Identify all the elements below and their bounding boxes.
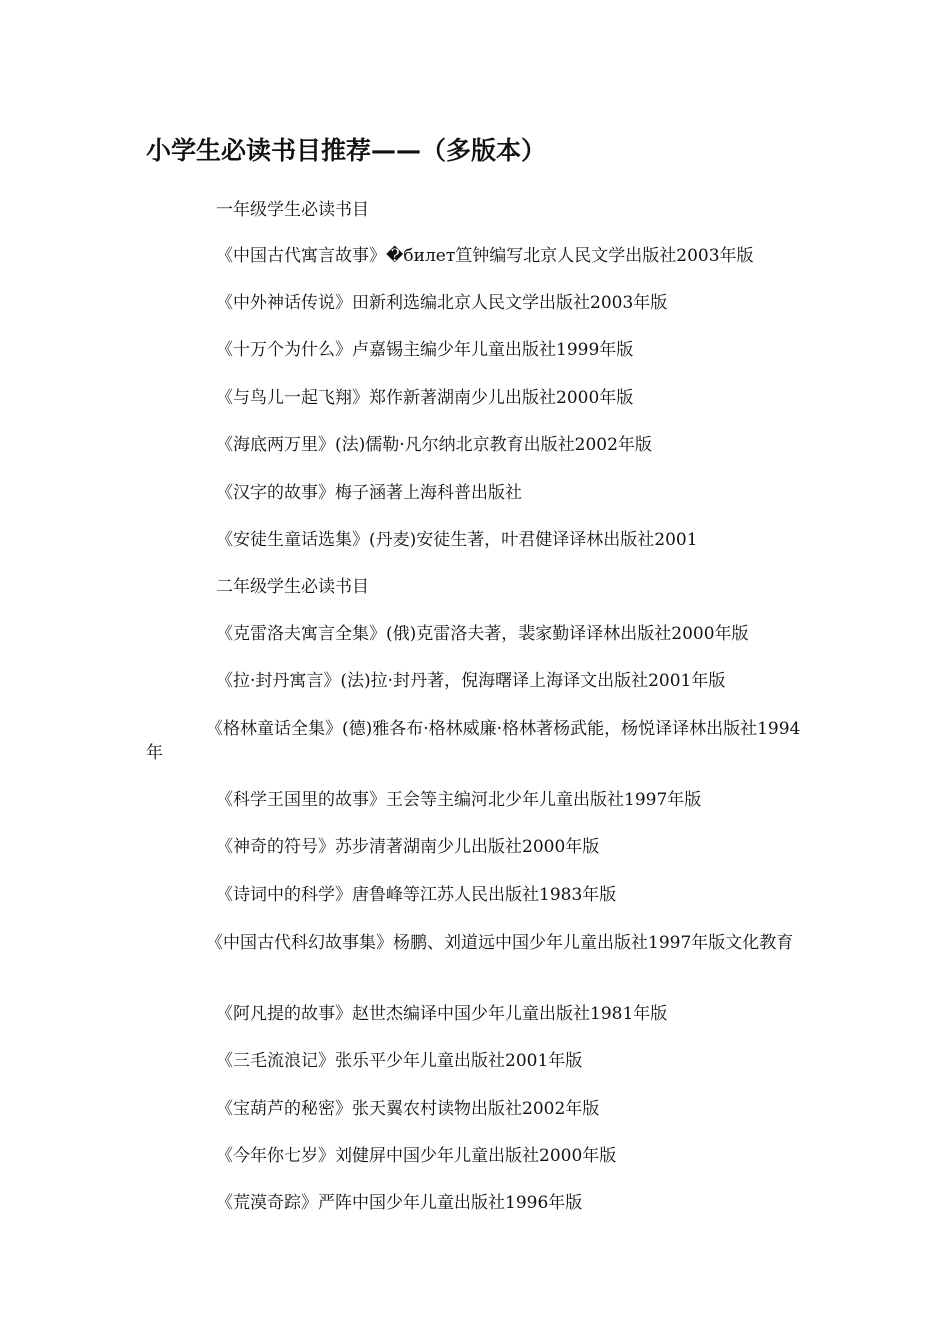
book-entry: 《宝葫芦的秘密》张天翼农村读物出版社2002年版 <box>216 1099 600 1119</box>
book-entry: 《神奇的符号》苏步清著湖南少儿出版社2000年版 <box>216 837 600 857</box>
book-entry: 《中国古代科幻故事集》杨鹏、刘道远中国少年儿童出版社1997年版文化教育 <box>206 933 794 953</box>
book-entry: 《海底两万里》(法)儒勒·凡尔纳北京教育出版社2002年版 <box>216 435 652 455</box>
book-entry: 《与鸟儿一起飞翔》郑作新著湖南少儿出版社2000年版 <box>216 388 634 408</box>
book-entry: 《安徒生童话选集》(丹麦)安徒生著，叶君健译译林出版社2001 <box>216 530 698 550</box>
book-entry: 《十万个为什么》卢嘉锡主编少年儿童出版社1999年版 <box>216 340 634 360</box>
book-entry: 《拉·封丹寓言》(法)拉·封丹著，倪海曙译上海译文出版社2001年版 <box>216 671 726 691</box>
book-entry: 《汉字的故事》梅子涵著上海科普出版社 <box>216 483 522 503</box>
book-entry: 《格林童话全集》(德)雅各布·格林威廉·格林著杨武能，杨悦译译林出版社1994年 <box>146 719 801 763</box>
book-entry: 《荒漠奇踪》严阵中国少年儿童出版社1996年版 <box>216 1193 583 1213</box>
grade-heading-2: 二年级学生必读书目 <box>216 577 369 597</box>
book-entry: 《诗词中的科学》唐鲁峰等江苏人民出版社1983年版 <box>216 885 617 905</box>
book-entry: 《克雷洛夫寓言全集》(俄)克雷洛夫著，裴家勤译译林出版社2000年版 <box>216 624 749 644</box>
book-entry: 《今年你七岁》刘健屏中国少年儿童出版社2000年版 <box>216 1146 617 1166</box>
book-entry: 《科学王国里的故事》王会等主编河北少年儿童出版社1997年版 <box>216 790 702 810</box>
book-entry: 《三毛流浪记》张乐平少年儿童出版社2001年版 <box>216 1051 583 1071</box>
book-entry: 《阿凡提的故事》赵世杰编译中国少年儿童出版社1981年版 <box>216 1004 668 1024</box>
book-entry: 《中外神话传说》田新利选编北京人民文学出版社2003年版 <box>216 293 668 313</box>
book-entry: 《中国古代寓言故事》�билет笪钟编写北京人民文学出版社2003年版 <box>216 246 754 266</box>
document-title: 小学生必读书目推荐——（多版本） <box>146 136 547 165</box>
grade-heading-1: 一年级学生必读书目 <box>216 200 369 220</box>
